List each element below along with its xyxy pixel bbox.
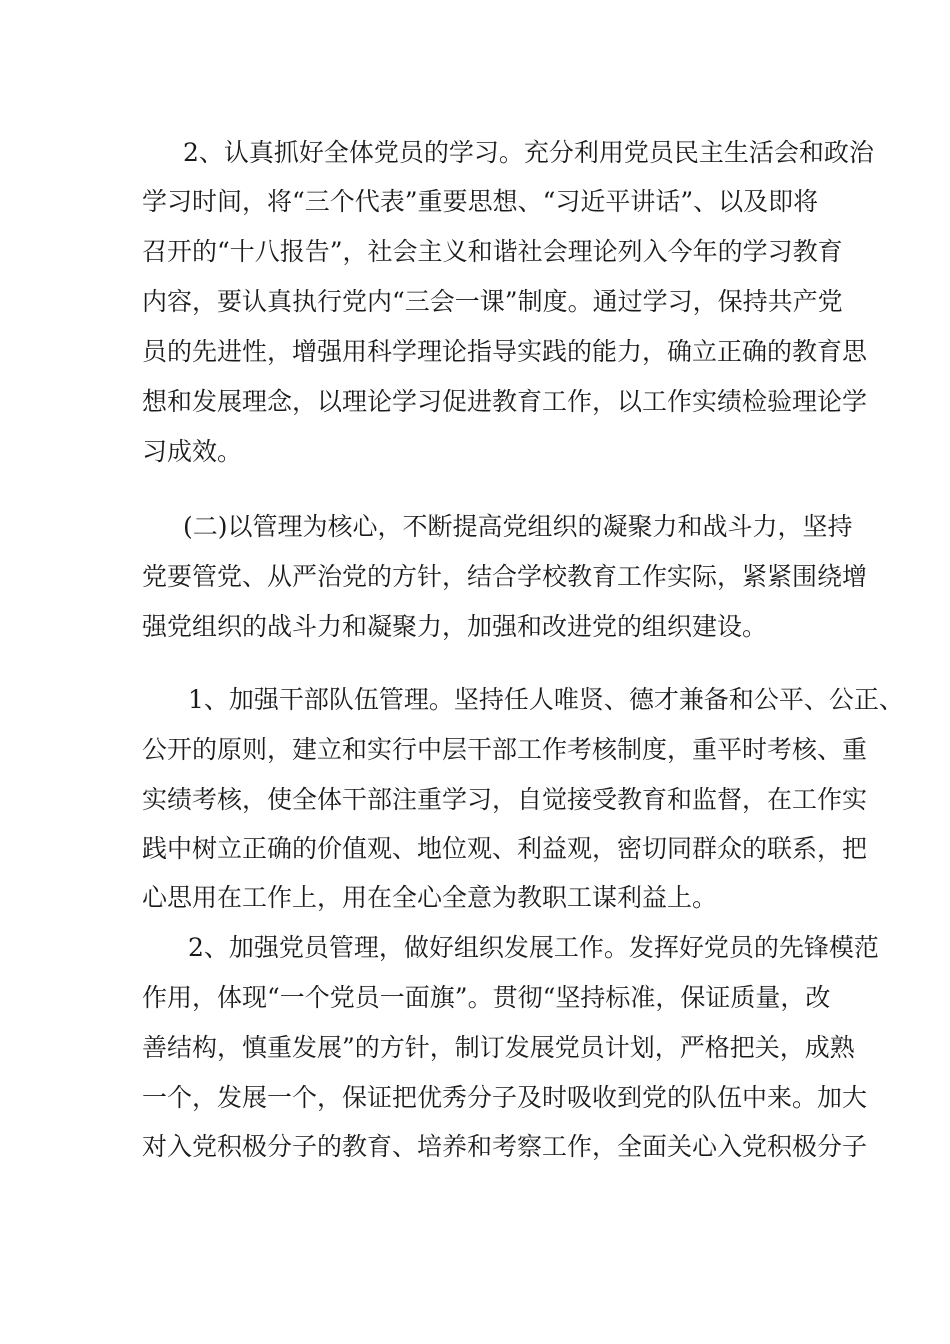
text-line: 公开的原则，建立和实行中层干部工作考核制度，重平时考核、重 xyxy=(142,735,868,764)
text-line: 强党组织的战斗力和凝聚力，加强和改进党的组织建设。 xyxy=(142,612,768,641)
text-line: 党要管党、从严治党的方针，结合学校教育工作实际，紧紧围绕增 xyxy=(142,562,868,591)
text-line: 2、认真抓好全体党员的学习。充分利用党员民主生活会和政治 xyxy=(183,138,874,167)
text-line: 心思用在工作上，用在全心全意为教职工谋利益上。 xyxy=(142,883,718,912)
text-line: 学习时间，将“三个代表”重要思想、“习近平讲话”、以及即将 xyxy=(142,187,819,216)
text-line: 习成效。 xyxy=(142,437,243,466)
text-line: 想和发展理念，以理论学习促进教育工作，以工作实绩检验理论学 xyxy=(142,387,868,416)
text-line: 召开的“十八报告”，社会主义和谐社会理论列入今年的学习教育 xyxy=(142,237,843,266)
section-heading-line: (二)以管理为核心，不断提高党组织的凝聚力和战斗力，坚持 xyxy=(183,512,853,541)
text-line: 善结构，慎重发展”的方针，制订发展党员计划，严格把关，成熟 xyxy=(142,1033,855,1062)
text-line: 实绩考核，使全体干部注重学习，自觉接受教育和监督，在工作实 xyxy=(142,785,868,814)
text-line: 员的先进性，增强用科学理论指导实践的能力，确立正确的教育思 xyxy=(142,337,868,366)
text-line: 2、加强党员管理，做好组织发展工作。发挥好党员的先锋模范 xyxy=(188,933,879,962)
text-line: 一个，发展一个，保证把优秀分子及时吸收到党的队伍中来。加大 xyxy=(142,1083,868,1112)
text-line: 践中树立正确的价值观、地位观、利益观，密切同群众的联系，把 xyxy=(142,834,868,863)
text-line: 对入党积极分子的教育、培养和考察工作，全面关心入党积极分子 xyxy=(142,1132,868,1161)
text-line: 1、加强干部队伍管理。坚持任人唯贤、德才兼备和公平、公正、 xyxy=(188,685,904,714)
text-line: 作用，体现“一个党员一面旗”。贯彻“坚持标准，保证质量，改 xyxy=(142,983,831,1012)
text-line: 内容，要认真执行党内“三会一课”制度。通过学习，保持共产党 xyxy=(142,287,843,316)
